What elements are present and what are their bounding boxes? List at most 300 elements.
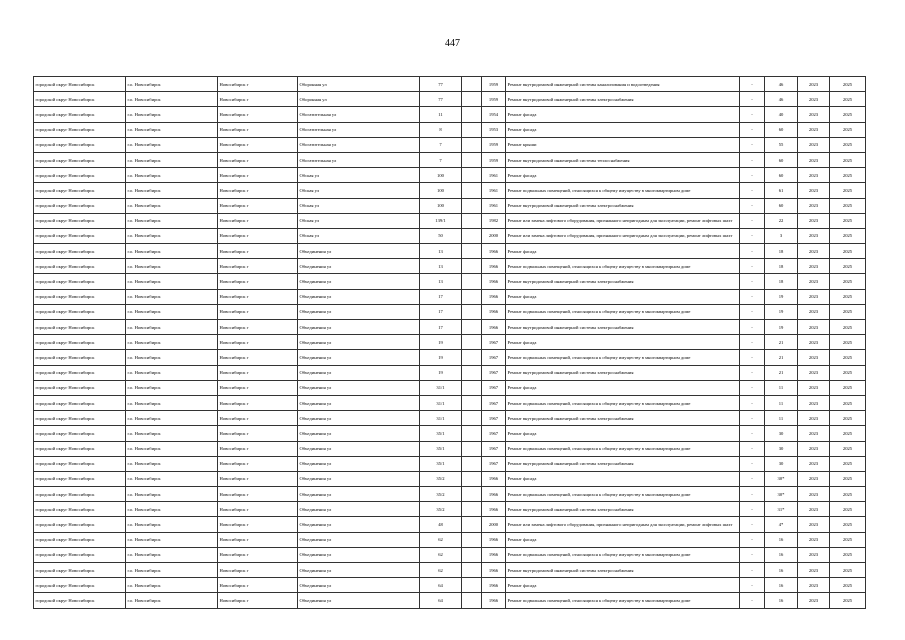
district-cell: г.о. Новосибирск [126,487,218,502]
district-cell: г.о. Новосибирск [126,198,218,213]
house-number-cell: 77 [420,77,462,92]
street-cell: Объединения ул [298,304,420,319]
house-number-cell: 13 [420,259,462,274]
table-row [34,122,866,137]
table-row [34,304,866,319]
table-row [34,92,866,107]
end-year-cell: 2025 [830,228,866,243]
building-cell [462,350,482,365]
work-type-cell: Ремонт фасада [506,107,740,122]
locality-cell: Новосибирск г [218,304,298,319]
end-year-cell: 2025 [830,320,866,335]
end-year-cell: 2025 [830,502,866,517]
building-cell [462,137,482,152]
street-cell: Объединения ул [298,259,420,274]
municipality-cell: городской округ Новосибирск [34,137,126,152]
locality-cell: Новосибирск г [218,471,298,486]
table-row [34,137,866,152]
table-row [34,244,866,259]
count-cell: 16 [765,532,798,547]
locality-cell: Новосибирск г [218,395,298,410]
work-type-cell: Ремонт внутридомовой инженерной системы электроснабжения [506,502,740,517]
work-type-cell: Ремонт подвальных помещений, относящихся к общему имуществу в многоквартирном доме [506,487,740,502]
street-cell: Объединения ул [298,395,420,410]
municipality-cell: городской округ Новосибирск [34,441,126,456]
count-cell: 30 [765,456,798,471]
start-year-cell: 2023 [798,411,830,426]
year-built-cell: 1966 [482,259,506,274]
dash-cell: - [740,244,765,259]
building-cell [462,441,482,456]
municipality-cell: городской округ Новосибирск [34,411,126,426]
house-number-cell: 35/1 [420,426,462,441]
district-cell: г.о. Новосибирск [126,426,218,441]
start-year-cell: 2023 [798,563,830,578]
start-year-cell: 2023 [798,289,830,304]
repair-schedule-table [33,76,866,609]
dash-cell: - [740,471,765,486]
table-row [34,183,866,198]
table-row [34,335,866,350]
locality-cell: Новосибирск г [218,578,298,593]
house-number-cell: 62 [420,532,462,547]
locality-cell: Новосибирск г [218,107,298,122]
district-cell: г.о. Новосибирск [126,471,218,486]
house-number-cell: 17 [420,320,462,335]
count-cell: 55 [765,137,798,152]
street-cell: Объединения ул [298,350,420,365]
count-cell: 19 [765,320,798,335]
work-type-cell: Ремонт подвальных помещений, относящихся к общему имуществу в многоквартирном доме [506,304,740,319]
locality-cell: Новосибирск г [218,137,298,152]
end-year-cell: 2025 [830,107,866,122]
year-built-cell: 1966 [482,502,506,517]
count-cell: 30* [765,471,798,486]
dash-cell: - [740,456,765,471]
house-number-cell: 7 [420,152,462,167]
end-year-cell: 2025 [830,426,866,441]
end-year-cell: 2025 [830,168,866,183]
building-cell [462,517,482,532]
count-cell: 16 [765,563,798,578]
street-cell: Объединения ул [298,593,420,608]
building-cell [462,593,482,608]
house-number-cell: 62 [420,563,462,578]
work-type-cell: Ремонт внутридомовой инженерной системы электроснабжения [506,365,740,380]
start-year-cell: 2023 [798,365,830,380]
table-body [34,77,866,609]
municipality-cell: городской округ Новосибирск [34,213,126,228]
table-row [34,517,866,532]
dash-cell: - [740,395,765,410]
count-cell: 21 [765,365,798,380]
work-type-cell: Ремонт внутридомовой инженерной системы электроснабжения [506,563,740,578]
table-row [34,213,866,228]
locality-cell: Новосибирск г [218,168,298,183]
house-number-cell: 17 [420,289,462,304]
street-cell: Обская ул [298,198,420,213]
house-number-cell: 13 [420,274,462,289]
end-year-cell: 2025 [830,259,866,274]
locality-cell: Новосибирск г [218,517,298,532]
work-type-cell: Ремонт подвальных помещений, относящихся к общему имуществу в многоквартирном доме [506,547,740,562]
street-cell: Объединения ул [298,487,420,502]
table-row [34,289,866,304]
municipality-cell: городской округ Новосибирск [34,259,126,274]
municipality-cell: городской округ Новосибирск [34,92,126,107]
street-cell: Обогатительная ул [298,137,420,152]
dash-cell: - [740,198,765,213]
year-built-cell: 1966 [482,532,506,547]
district-cell: г.о. Новосибирск [126,532,218,547]
dash-cell: - [740,487,765,502]
table-row [34,593,866,608]
district-cell: г.о. Новосибирск [126,411,218,426]
municipality-cell: городской округ Новосибирск [34,244,126,259]
count-cell: 18 [765,259,798,274]
house-number-cell: 100 [420,198,462,213]
work-type-cell: Ремонт фасада [506,426,740,441]
count-cell: 61 [765,183,798,198]
locality-cell: Новосибирск г [218,593,298,608]
year-built-cell: 1967 [482,456,506,471]
start-year-cell: 2023 [798,122,830,137]
locality-cell: Новосибирск г [218,228,298,243]
building-cell [462,547,482,562]
year-built-cell: 1982 [482,213,506,228]
municipality-cell: городской округ Новосибирск [34,380,126,395]
building-cell [462,228,482,243]
year-built-cell: 1967 [482,411,506,426]
building-cell [462,168,482,183]
district-cell: г.о. Новосибирск [126,259,218,274]
work-type-cell: Ремонт подвальных помещений, относящихся к общему имуществу в многоквартирном доме [506,183,740,198]
table-row [34,380,866,395]
end-year-cell: 2025 [830,335,866,350]
work-type-cell: Ремонт внутридомовой инженерной системы электроснабжения [506,198,740,213]
building-cell [462,198,482,213]
year-built-cell: 1967 [482,365,506,380]
district-cell: г.о. Новосибирск [126,335,218,350]
building-cell [462,244,482,259]
table-row [34,487,866,502]
municipality-cell: городской округ Новосибирск [34,395,126,410]
work-type-cell: Ремонт или замена лифтового оборудования, признанного непригодным для эксплуатации, ремонт лифтовых шахт [506,213,740,228]
start-year-cell: 2023 [798,426,830,441]
locality-cell: Новосибирск г [218,487,298,502]
year-built-cell: 1966 [482,547,506,562]
count-cell: 21 [765,350,798,365]
work-type-cell: Ремонт внутридомовой инженерной системы канализования и водоотведения [506,77,740,92]
municipality-cell: городской округ Новосибирск [34,107,126,122]
end-year-cell: 2025 [830,411,866,426]
count-cell: 60 [765,168,798,183]
start-year-cell: 2023 [798,198,830,213]
table-row [34,152,866,167]
start-year-cell: 2023 [798,137,830,152]
start-year-cell: 2023 [798,517,830,532]
building-cell [462,183,482,198]
house-number-cell: 35/2 [420,502,462,517]
street-cell: Объединения ул [298,456,420,471]
street-cell: Объединения ул [298,274,420,289]
count-cell: 19 [765,304,798,319]
dash-cell: - [740,92,765,107]
district-cell: г.о. Новосибирск [126,289,218,304]
year-built-cell: 1966 [482,578,506,593]
street-cell: Объединения ул [298,244,420,259]
start-year-cell: 2023 [798,274,830,289]
dash-cell: - [740,441,765,456]
district-cell: г.о. Новосибирск [126,168,218,183]
locality-cell: Новосибирск г [218,183,298,198]
dash-cell: - [740,365,765,380]
table-row [34,107,866,122]
year-built-cell: 1953 [482,122,506,137]
year-built-cell: 1966 [482,593,506,608]
table-row [34,274,866,289]
municipality-cell: городской округ Новосибирск [34,122,126,137]
year-built-cell: 1966 [482,487,506,502]
count-cell: 30* [765,487,798,502]
street-cell: Объединения ул [298,441,420,456]
table-row [34,532,866,547]
house-number-cell: 64 [420,578,462,593]
work-type-cell: Ремонт внутридомовой инженерной системы электроснабжения [506,274,740,289]
street-cell: Обская ул [298,183,420,198]
year-built-cell: 1961 [482,198,506,213]
count-cell: 31* [765,502,798,517]
start-year-cell: 2023 [798,152,830,167]
work-type-cell: Ремонт фасада [506,168,740,183]
locality-cell: Новосибирск г [218,198,298,213]
work-type-cell: Ремонт подвальных помещений, относящихся к общему имуществу в многоквартирном доме [506,441,740,456]
locality-cell: Новосибирск г [218,563,298,578]
house-number-cell: 35/2 [420,487,462,502]
district-cell: г.о. Новосибирск [126,183,218,198]
municipality-cell: городской округ Новосибирск [34,578,126,593]
page-number: 447 [445,38,460,49]
start-year-cell: 2023 [798,380,830,395]
locality-cell: Новосибирск г [218,335,298,350]
locality-cell: Новосибирск г [218,259,298,274]
house-number-cell: 11 [420,107,462,122]
table-row [34,426,866,441]
building-cell [462,92,482,107]
district-cell: г.о. Новосибирск [126,274,218,289]
building-cell [462,320,482,335]
district-cell: г.о. Новосибирск [126,77,218,92]
house-number-cell: 8 [420,122,462,137]
dash-cell: - [740,532,765,547]
count-cell: 60 [765,198,798,213]
district-cell: г.о. Новосибирск [126,593,218,608]
work-type-cell: Ремонт фасада [506,471,740,486]
dash-cell: - [740,426,765,441]
district-cell: г.о. Новосибирск [126,502,218,517]
locality-cell: Новосибирск г [218,365,298,380]
end-year-cell: 2025 [830,547,866,562]
end-year-cell: 2025 [830,244,866,259]
house-number-cell: 35/1 [420,456,462,471]
dash-cell: - [740,350,765,365]
street-cell: Обская ул [298,168,420,183]
table-row [34,168,866,183]
building-cell [462,335,482,350]
street-cell: Обогатительная ул [298,152,420,167]
start-year-cell: 2023 [798,547,830,562]
building-cell [462,122,482,137]
work-type-cell: Ремонт фасада [506,532,740,547]
house-number-cell: 100 [420,183,462,198]
street-cell: Обогатительная ул [298,107,420,122]
municipality-cell: городской округ Новосибирск [34,198,126,213]
district-cell: г.о. Новосибирск [126,92,218,107]
year-built-cell: 1967 [482,350,506,365]
dash-cell: - [740,77,765,92]
street-cell: Обская ул [298,228,420,243]
count-cell: 46 [765,92,798,107]
start-year-cell: 2023 [798,213,830,228]
house-number-cell: 77 [420,92,462,107]
building-cell [462,502,482,517]
building-cell [462,532,482,547]
table-row [34,320,866,335]
district-cell: г.о. Новосибирск [126,137,218,152]
locality-cell: Новосибирск г [218,244,298,259]
work-type-cell: Ремонт фасада [506,335,740,350]
locality-cell: Новосибирск г [218,441,298,456]
count-cell: 60 [765,152,798,167]
dash-cell: - [740,578,765,593]
municipality-cell: городской округ Новосибирск [34,547,126,562]
municipality-cell: городской округ Новосибирск [34,304,126,319]
building-cell [462,259,482,274]
work-type-cell: Ремонт подвальных помещений, относящихся к общему имуществу в многоквартирном доме [506,259,740,274]
count-cell: 11 [765,395,798,410]
year-built-cell: 1959 [482,137,506,152]
dash-cell: - [740,228,765,243]
year-built-cell: 1959 [482,152,506,167]
district-cell: г.о. Новосибирск [126,152,218,167]
count-cell: 16 [765,547,798,562]
street-cell: Объединения ул [298,335,420,350]
count-cell: 18 [765,244,798,259]
dash-cell: - [740,380,765,395]
locality-cell: Новосибирск г [218,411,298,426]
house-number-cell: 19 [420,350,462,365]
house-number-cell: 139/1 [420,213,462,228]
end-year-cell: 2025 [830,517,866,532]
dash-cell: - [740,213,765,228]
year-built-cell: 1961 [482,168,506,183]
end-year-cell: 2025 [830,304,866,319]
district-cell: г.о. Новосибирск [126,441,218,456]
count-cell: 18 [765,274,798,289]
table-row [34,350,866,365]
end-year-cell: 2025 [830,122,866,137]
municipality-cell: городской округ Новосибирск [34,320,126,335]
start-year-cell: 2023 [798,502,830,517]
work-type-cell: Ремонт внутридомовой инженерной системы электроснабжения [506,456,740,471]
end-year-cell: 2025 [830,532,866,547]
municipality-cell: городской округ Новосибирск [34,471,126,486]
locality-cell: Новосибирск г [218,502,298,517]
start-year-cell: 2023 [798,335,830,350]
count-cell: 3 [765,228,798,243]
dash-cell: - [740,274,765,289]
building-cell [462,77,482,92]
municipality-cell: городской округ Новосибирск [34,289,126,304]
municipality-cell: городской округ Новосибирск [34,517,126,532]
end-year-cell: 2025 [830,487,866,502]
locality-cell: Новосибирск г [218,456,298,471]
table-row [34,456,866,471]
street-cell: Объединения ул [298,411,420,426]
work-type-cell: Ремонт фасада [506,244,740,259]
street-cell: Объединения ул [298,532,420,547]
start-year-cell: 2023 [798,92,830,107]
district-cell: г.о. Новосибирск [126,395,218,410]
dash-cell: - [740,517,765,532]
count-cell: 40 [765,107,798,122]
building-cell [462,365,482,380]
end-year-cell: 2025 [830,471,866,486]
year-built-cell: 1966 [482,471,506,486]
count-cell: 11 [765,380,798,395]
municipality-cell: городской округ Новосибирск [34,593,126,608]
street-cell: Оборонная ул [298,77,420,92]
work-type-cell: Ремонт подвальных помещений, относящихся к общему имуществу в многоквартирном доме [506,395,740,410]
work-type-cell: Ремонт подвальных помещений, относящихся к общему имуществу в многоквартирном доме [506,593,740,608]
building-cell [462,411,482,426]
work-type-cell: Ремонт внутридомовой инженерной системы электроснабжения [506,92,740,107]
year-built-cell: 1967 [482,380,506,395]
table-row [34,395,866,410]
district-cell: г.о. Новосибирск [126,380,218,395]
dash-cell: - [740,289,765,304]
house-number-cell: 31/1 [420,411,462,426]
district-cell: г.о. Новосибирск [126,547,218,562]
street-cell: Объединения ул [298,380,420,395]
locality-cell: Новосибирск г [218,92,298,107]
year-built-cell: 1959 [482,77,506,92]
street-cell: Объединения ул [298,426,420,441]
house-number-cell: 100 [420,168,462,183]
count-cell: 4* [765,517,798,532]
municipality-cell: городской округ Новосибирск [34,532,126,547]
dash-cell: - [740,593,765,608]
count-cell: 19 [765,289,798,304]
end-year-cell: 2025 [830,350,866,365]
building-cell [462,456,482,471]
house-number-cell: 35/1 [420,441,462,456]
year-built-cell: 1966 [482,320,506,335]
building-cell [462,274,482,289]
district-cell: г.о. Новосибирск [126,365,218,380]
dash-cell: - [740,547,765,562]
district-cell: г.о. Новосибирск [126,517,218,532]
end-year-cell: 2025 [830,563,866,578]
end-year-cell: 2025 [830,456,866,471]
end-year-cell: 2025 [830,380,866,395]
year-built-cell: 1966 [482,304,506,319]
dash-cell: - [740,502,765,517]
building-cell [462,487,482,502]
table-row [34,365,866,380]
locality-cell: Новосибирск г [218,350,298,365]
work-type-cell: Ремонт внутридомовой инженерной системы теплоснабжения [506,152,740,167]
